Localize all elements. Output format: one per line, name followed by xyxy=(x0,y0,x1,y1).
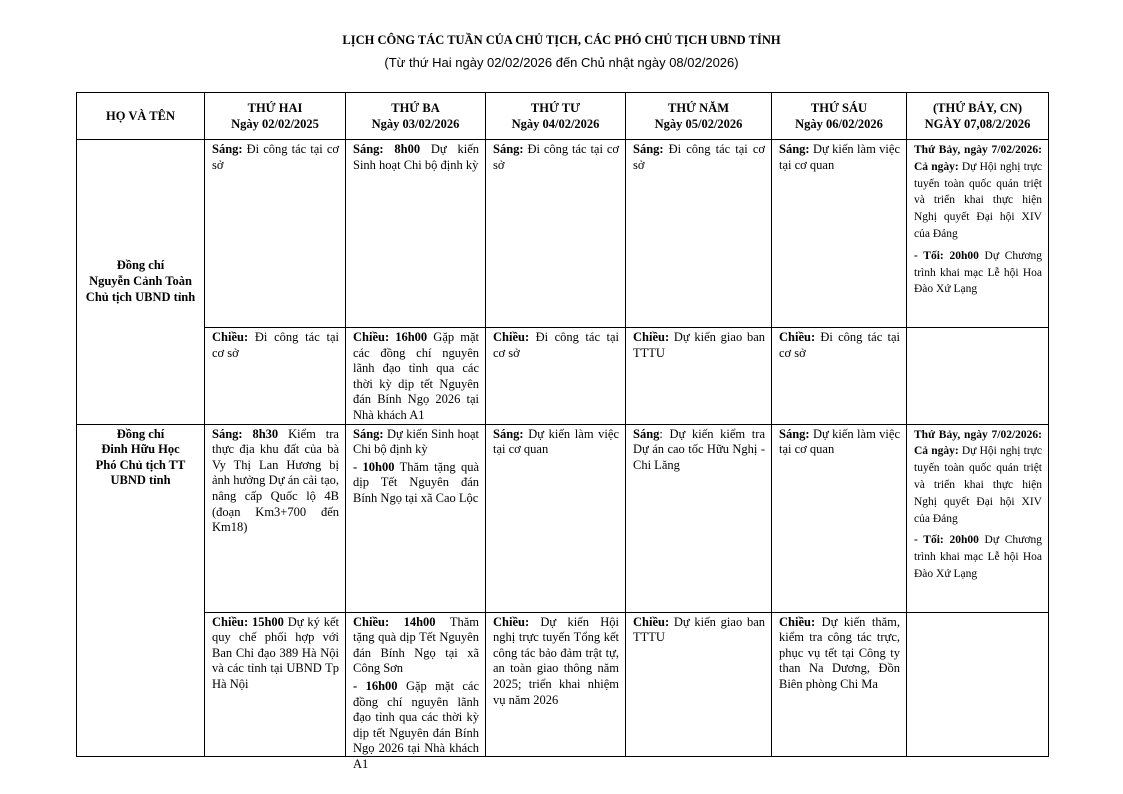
col-header-name: HỌ VÀ TÊN xyxy=(77,93,205,140)
schedule-cell-content xyxy=(779,427,900,458)
person-1-morning-row xyxy=(77,140,1049,328)
schedule-cell xyxy=(486,328,626,425)
schedule-entry-text: Dự kiến Hội nghị trực tuyến Tổng kết công tác bảo đảm trật tự, an toàn giao thông năm 2025; triển khai nhiệm vụ năm 2026 xyxy=(493,614,619,707)
schedule-entry-text: Dự kiến làm việc tại cơ quan xyxy=(493,426,619,457)
schedule-cell-content xyxy=(493,330,619,361)
schedule-entry-text: Dự ký kết quy chế phối hợp với Ban Chỉ đạo 389 Hà Nội và các tỉnh tại UBND Tp Hà Nội xyxy=(212,614,339,691)
person-1-name: Đồng chí Nguyễn Cảnh Toàn Chủ tịch UBND tỉnh xyxy=(77,140,205,425)
schedule-cell-content xyxy=(914,427,1042,583)
schedule-entry xyxy=(493,427,619,458)
schedule-entry-label: Chiều: xyxy=(633,614,670,629)
schedule-entry-text: Đi công tác tại cơ sở xyxy=(493,142,619,172)
schedule-cell-content xyxy=(353,427,479,507)
schedule-entry xyxy=(914,248,1042,298)
schedule-cell xyxy=(907,424,1049,612)
schedule-entry-text: Dự kiến làm việc tại cơ quan xyxy=(779,426,900,457)
schedule-entry-label: Sáng: xyxy=(779,426,810,441)
schedule-entry xyxy=(353,615,479,677)
schedule-entry-label: Chiều: 15h00 xyxy=(212,614,284,629)
schedule-cell xyxy=(626,612,772,756)
schedule-cell xyxy=(907,140,1049,328)
page-subtitle: (Từ thứ Hai ngày 02/02/2026 đến Chủ nhật ngày 08/02/2026) xyxy=(384,55,739,70)
schedule-cell-content xyxy=(493,427,619,458)
schedule-entry-label: Sáng: xyxy=(493,426,524,441)
schedule-entry xyxy=(212,330,339,361)
schedule-entry-label: - Tối: 20h00 xyxy=(914,249,979,262)
person-2-morning-row xyxy=(77,424,1049,612)
schedule-entry-label: Chiều: 16h00 xyxy=(353,330,428,344)
schedule-entry xyxy=(633,427,765,474)
schedule-entry xyxy=(914,532,1042,582)
schedule-entry-label: - 10h00 xyxy=(353,459,395,474)
schedule-entry xyxy=(493,142,619,173)
header-row xyxy=(77,93,1049,140)
schedule-entry-label: Thứ Bảy, ngày 7/02/2026: Cả ngày: xyxy=(914,428,1042,458)
schedule-cell-content xyxy=(212,330,339,361)
schedule-entry-text: : Dự kiến kiểm tra Dự án cao tốc Hữu Nghị - Chi Lăng xyxy=(633,426,765,472)
schedule-cell-content xyxy=(779,330,900,361)
schedule-cell-content xyxy=(212,427,339,536)
col-header-monday: THỨ HAI Ngày 02/02/2025 xyxy=(205,93,346,140)
schedule-cell xyxy=(626,140,772,328)
schedule-entry-text: Dự Chương trình khai mạc Lễ hội Hoa Đào Xứ Lạng xyxy=(914,534,1042,580)
schedule-entry-label: Chiều: xyxy=(493,614,530,629)
schedule-entry-label: Chiều: xyxy=(779,330,816,344)
schedule-entry-text: Dự Chương trình khai mạc Lễ hội Hoa Đào Xứ Lạng xyxy=(914,249,1042,296)
schedule-cell xyxy=(205,328,346,425)
col-header-friday: THỨ SÁU Ngày 06/02/2026 xyxy=(772,93,907,140)
schedule-entry-label: Chiều: xyxy=(779,614,816,629)
schedule-entry-label: Sáng: xyxy=(633,142,664,156)
schedule-entry-label: Sáng: xyxy=(493,142,524,156)
schedule-entry-label: Sáng: 8h00 xyxy=(353,142,421,156)
schedule-entry xyxy=(779,142,900,173)
schedule-entry-label: Sáng: 8h30 xyxy=(212,426,279,441)
schedule-cell-content xyxy=(633,615,765,646)
schedule-cell xyxy=(205,140,346,328)
schedule-table xyxy=(76,92,1049,771)
schedule-entry-text: Dự kiến giao ban TTTU xyxy=(633,614,765,645)
schedule-entry-text: Dự Hội nghị trực tuyến toàn quốc quán triệt và triển khai thực hiện Nghị quyết Đại hội XIV của Đảng xyxy=(914,445,1042,525)
schedule-cell xyxy=(907,612,1049,756)
schedule-entry xyxy=(914,142,1042,243)
schedule-cell xyxy=(346,328,486,425)
schedule-entry xyxy=(353,679,479,773)
schedule-cell xyxy=(626,328,772,425)
schedule-entry xyxy=(633,330,765,361)
schedule-entry xyxy=(212,142,339,173)
person-1-afternoon-row xyxy=(77,328,1049,425)
schedule-entry-label: - Tối: 20h00 xyxy=(914,534,979,547)
schedule-cell xyxy=(205,612,346,756)
schedule-entry xyxy=(353,460,479,507)
schedule-entry-text: Gặp mặt các đồng chí nguyên lãnh đạo tỉnh qua các thời kỳ dịp tết Nguyên đán Bính Ngọ 2026 tại Nhà khách A1 xyxy=(353,330,479,422)
schedule-cell-content xyxy=(779,615,900,693)
schedule-entry-text: Thăm tặng quà dịp Tết Nguyên đán Bính Ngọ tại xã Công Sơn xyxy=(353,614,479,676)
col-header-tuesday: THỨ BA Ngày 03/02/2026 xyxy=(346,93,486,140)
schedule-cell-content xyxy=(212,142,339,173)
schedule-cell xyxy=(486,612,626,756)
schedule-entry-label: Chiều: xyxy=(493,330,530,344)
schedule-cell-content xyxy=(353,614,479,771)
schedule-entry-label: Sáng: xyxy=(353,426,384,441)
schedule-cell xyxy=(772,328,907,425)
schedule-entry-label: Chiều: 14h00 xyxy=(353,614,436,629)
schedule-entry xyxy=(493,330,619,361)
schedule-cell-content xyxy=(353,330,479,424)
schedule-entry xyxy=(212,427,339,536)
schedule-cell-content xyxy=(633,330,765,361)
schedule-cell-content xyxy=(493,142,619,173)
schedule-entry-text: Đi công tác tại cơ sở xyxy=(493,330,619,360)
schedule-entry xyxy=(779,427,900,458)
schedule-entry-text: Dự kiến Sinh hoạt Chi bộ định kỳ xyxy=(353,142,479,172)
schedule-entry-text: Đi công tác tại cơ sở xyxy=(212,330,339,360)
schedule-entry xyxy=(493,615,619,709)
schedule-entry-label: Thứ Bảy, ngày 7/02/2026: Cả ngày: xyxy=(914,144,1042,173)
schedule-cell xyxy=(346,612,486,771)
schedule-cell xyxy=(486,140,626,328)
schedule-entry-label: Sáng: xyxy=(212,142,243,156)
schedule-entry xyxy=(779,330,900,361)
schedule-cell xyxy=(907,328,1049,425)
schedule-cell-content xyxy=(353,142,479,173)
schedule-entry-text: Đi công tác tại cơ sở xyxy=(779,330,900,360)
schedule-cell-content xyxy=(212,615,339,693)
schedule-cell-content xyxy=(779,142,900,173)
schedule-cell-content xyxy=(493,615,619,709)
schedule-entry-text: Dự kiến thăm, kiểm tra công tác trực, phục vụ tết tại Công ty than Na Dương, Đồn Biên phòng Chi Ma xyxy=(779,614,900,691)
schedule-entry xyxy=(633,142,765,173)
schedule-cell xyxy=(626,424,772,612)
col-header-weekend: (THỨ BẢY, CN) NGÀY 07,08/2/2026 xyxy=(907,93,1049,140)
schedule-entry xyxy=(914,427,1042,528)
schedule-cell xyxy=(772,140,907,328)
schedule-entry-label: Sáng: xyxy=(779,142,810,156)
schedule-cell-content xyxy=(633,142,765,173)
schedule-entry xyxy=(212,615,339,693)
schedule-entry-label: Chiều: xyxy=(633,330,670,344)
schedule-entry-text: Dự kiến Sinh hoạt Chi bộ định kỳ xyxy=(353,426,479,457)
schedule-entry-text: Thăm tặng quà dịp Tết Nguyên đán Bính Ngọ tại xã Cao Lộc xyxy=(353,459,479,505)
schedule-entry xyxy=(633,615,765,646)
schedule-entry xyxy=(353,142,479,173)
schedule-cell xyxy=(772,612,907,756)
schedule-cell xyxy=(346,140,486,328)
page-title: LỊCH CÔNG TÁC TUẦN CỦA CHỦ TỊCH, CÁC PHÓ CHỦ TỊCH UBND TỈNH xyxy=(342,33,781,47)
schedule-cell-content xyxy=(633,427,765,474)
schedule-entry-text: Đi công tác tại cơ sở xyxy=(633,142,765,172)
schedule-entry-text: Đi công tác tại cơ sở xyxy=(212,142,339,172)
col-header-thursday: THỨ NĂM Ngày 05/02/2026 xyxy=(626,93,772,140)
schedule-entry-text: Dự kiến làm việc tại cơ quan xyxy=(779,142,900,172)
schedule-entry-text: Kiểm tra thực địa khu đất của bà Vy Thị Lan Hương bị ảnh hưởng Dự án cải tạo, nâng cấp Quốc lộ 4B (đoạn Km3+700 đến Km18) xyxy=(212,426,339,535)
schedule-entry-text: Dự kiến giao ban TTTU xyxy=(633,330,765,360)
schedule-entry-text: Gặp mặt các đồng chí nguyên lãnh đạo tỉnh qua các thời kỳ dịp tết Nguyên đán Bính Ngọ 2026 tại Nhà khách A1 xyxy=(353,678,479,771)
schedule-entry-label: - 16h00 xyxy=(353,678,398,693)
col-header-wednesday: THỨ TƯ Ngày 04/02/2026 xyxy=(486,93,626,140)
schedule-entry xyxy=(779,615,900,693)
schedule-cell xyxy=(486,424,626,612)
schedule-cell xyxy=(772,424,907,612)
schedule-cell xyxy=(346,424,486,612)
schedule-entry-label: Chiều: xyxy=(212,330,249,344)
person-2-name: Đồng chí Đinh Hữu Học Phó Chủ tịch TT UBND tỉnh xyxy=(77,424,205,756)
schedule-entry xyxy=(353,427,479,458)
schedule-cell xyxy=(205,424,346,612)
schedule-entry-label: Sáng xyxy=(633,426,660,441)
schedule-entry xyxy=(353,330,479,424)
person-2-afternoon-row xyxy=(77,612,1049,756)
schedule-cell-content xyxy=(914,142,1042,298)
schedule-entry-text: Dự Hội nghị trực tuyến toàn quốc quán triệt và triển khai thực hiện Nghị quyết Đại hội XIV của Đảng xyxy=(914,160,1042,240)
